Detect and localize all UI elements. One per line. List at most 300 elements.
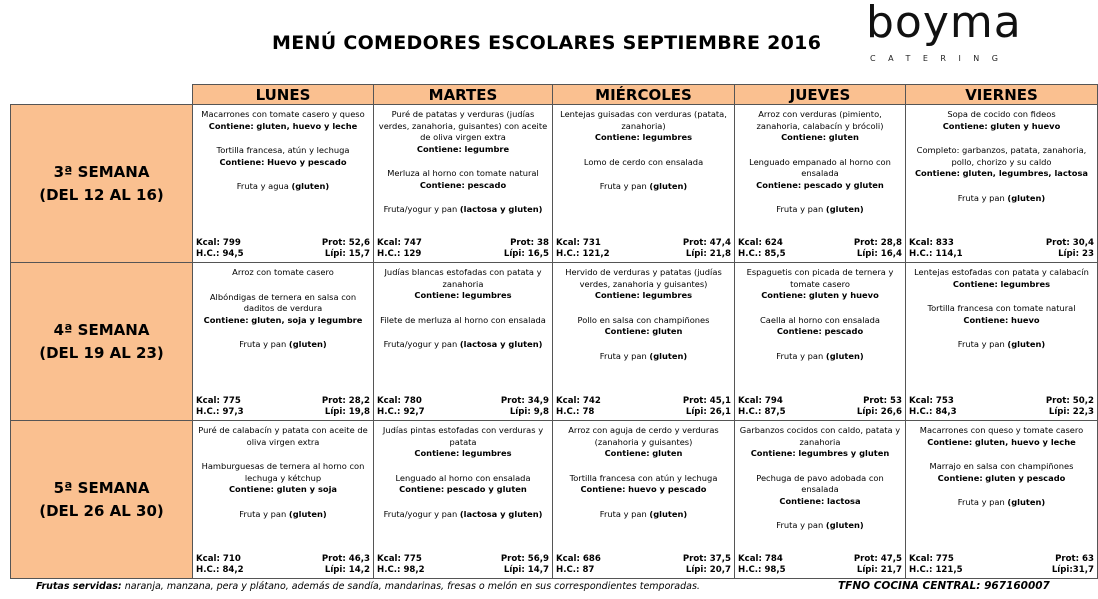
dish-block (556, 157, 731, 169)
allergen-line (196, 484, 370, 496)
nutrition-prot: Prot: 28,2 (321, 396, 370, 406)
allergen-list: legumbres (642, 290, 693, 300)
menu-cell (735, 263, 906, 421)
dessert-text: Fruta y pan (776, 350, 824, 361)
dessert-line (958, 193, 1045, 203)
allergen-label: Contiene: (416, 143, 462, 154)
nutrition-row (738, 407, 902, 418)
allergen-label: Contiene: (419, 179, 465, 190)
dish-name: Lomo de cerdo con ensalada (583, 156, 704, 167)
dish-block (196, 109, 370, 132)
dish-block (556, 473, 731, 496)
nutrition-row (909, 249, 1094, 260)
allergen-line (909, 473, 1094, 485)
dessert-allergen: (gluten) (288, 508, 327, 519)
allergen-line (556, 132, 731, 144)
dessert-text: Fruta y pan (957, 192, 1005, 203)
allergen-label: Contiene: (942, 120, 988, 131)
nutrition-row (556, 396, 731, 407)
dessert-allergen: (lactosa y gluten) (459, 204, 543, 214)
nutrition-hc: H.C.: 78 (556, 407, 595, 417)
dish-name: Arroz con verduras (pimiento, zanahoria, calabacín y brócoli) (756, 109, 884, 131)
allergen-label: Contiene: (781, 132, 827, 142)
dish-name: Tortilla francesa con tomate natural (927, 303, 1076, 313)
dessert-allergen: (gluten) (649, 350, 688, 361)
dish-block (909, 109, 1094, 132)
dish-block (196, 339, 370, 351)
week-label (11, 105, 193, 263)
nutrition-row (196, 249, 370, 260)
nutrition-kcal: Kcal: 686 (556, 554, 601, 564)
nutrition-row (196, 565, 370, 576)
dish-block (738, 520, 902, 532)
nutrition-prot: Prot: 47,5 (853, 554, 902, 564)
nutrition-lipi: Lípi: 20,7 (685, 565, 731, 575)
nutrition-row (196, 396, 370, 407)
dish-list (553, 421, 734, 520)
dessert-line (776, 520, 863, 530)
dish-block (377, 204, 549, 216)
dish-block (377, 168, 549, 191)
dessert-text: Fruta y pan (599, 350, 647, 361)
allergen-list: legumbres (462, 448, 512, 458)
nutrition-info (738, 396, 902, 418)
dessert-text: Fruta y pan (776, 520, 824, 530)
nutrition-kcal: Kcal: 780 (377, 396, 422, 406)
dish-block (556, 351, 731, 363)
allergen-label: Contiene: (604, 448, 650, 458)
menu-cell (193, 105, 374, 263)
week-label (11, 263, 193, 421)
dish-name: Pechuga de pavo adobada con ensalada (756, 472, 884, 494)
dessert-line (600, 181, 687, 191)
allergen-list: gluten (828, 132, 859, 142)
nutrition-prot: Prot: 53 (863, 396, 902, 406)
day-header-viernes: VIERNES (906, 85, 1098, 105)
dish-list (906, 105, 1097, 204)
nutrition-info (738, 554, 902, 576)
dessert-text: Fruta y agua (236, 181, 289, 191)
nutrition-hc: H.C.: 87,5 (738, 407, 786, 417)
dish-list (553, 105, 734, 193)
dessert-line (239, 339, 326, 349)
dish-name: Judías pintas estofadas con verduras y patata (382, 425, 544, 447)
menu-cell (906, 105, 1098, 263)
dessert-text: Fruta y pan (776, 204, 824, 214)
dish-name: Lenguado empanado al horno con ensalada (749, 156, 891, 178)
dessert-text: Fruta y pan (239, 339, 287, 349)
logo-subtitle: CATERING (870, 54, 1011, 63)
nutrition-kcal: Kcal: 731 (556, 238, 601, 248)
fruits-footnote (36, 581, 700, 592)
allergen-label: Contiene: (937, 472, 983, 483)
allergen-list: legumbres (642, 132, 693, 142)
nutrition-hc: H.C.: 85,5 (738, 249, 786, 259)
dish-list (193, 105, 373, 193)
dish-name: Hervido de verduras y patatas (judías verdes, zanahoria y guisantes) (565, 267, 722, 289)
nutrition-hc: H.C.: 121,5 (909, 565, 963, 575)
dessert-text: Fruta/yogur y pan (383, 508, 458, 519)
nutrition-row (377, 396, 549, 407)
menu-cell (374, 105, 553, 263)
dish-block (909, 461, 1094, 484)
fruits-text: naranja, manzana, pera y plátano, además de sandía, mandarinas, fresas o melón en sus correspondientes temporadas. (121, 581, 700, 592)
allergen-line (909, 437, 1094, 449)
dish-block (556, 315, 731, 338)
allergen-line (909, 279, 1094, 291)
dish-block (377, 509, 549, 521)
allergen-line (556, 326, 731, 338)
dish-block (738, 204, 902, 216)
nutrition-row (556, 565, 731, 576)
allergen-list: gluten, soja y legumbre (251, 314, 363, 325)
dish-block (738, 109, 902, 144)
allergen-line (556, 448, 731, 460)
nutrition-lipi: Lípi:31,7 (1051, 565, 1094, 575)
nutrition-prot: Prot: 30,4 (1045, 238, 1094, 248)
nutrition-row (377, 565, 549, 576)
dish-list (735, 421, 905, 532)
nutrition-info (556, 554, 731, 576)
dish-block (556, 425, 731, 460)
nutrition-kcal: Kcal: 794 (738, 396, 783, 406)
dish-block (738, 473, 902, 508)
menu-cell (906, 263, 1098, 421)
dessert-allergen: (lactosa y gluten) (459, 339, 543, 349)
allergen-label: Contiene: (927, 436, 973, 447)
nutrition-row (909, 396, 1094, 407)
allergen-list: gluten y soja (276, 484, 338, 494)
dessert-allergen: (lactosa y gluten) (459, 508, 543, 519)
dish-list (735, 263, 905, 362)
nutrition-info (556, 238, 731, 260)
dish-block (196, 181, 370, 193)
nutrition-lipi: Lípi: 26,1 (685, 407, 731, 417)
dessert-line (776, 204, 863, 214)
nutrition-prot: Prot: 56,9 (500, 554, 549, 564)
dessert-allergen: (gluten) (825, 204, 864, 214)
nutrition-info (196, 554, 370, 576)
dish-list (374, 421, 552, 520)
dessert-allergen: (gluten) (1007, 497, 1046, 507)
week-label (11, 421, 193, 579)
week-number: 3ª SEMANA (53, 162, 150, 181)
day-header-martes: MARTES (374, 85, 553, 105)
nutrition-hc: H.C.: 94,5 (196, 249, 244, 259)
dish-block (738, 351, 902, 363)
dish-name: Filete de merluza al horno con ensalada (380, 314, 546, 325)
dish-block (377, 425, 549, 460)
page-title: MENÚ COMEDORES ESCOLARES SEPTIEMBRE 2016 (272, 32, 822, 54)
nutrition-lipi: Lípi: 9,8 (509, 407, 549, 417)
dish-list (553, 263, 734, 362)
dish-name: Arroz con aguja de cerdo y verduras (zanahoria y guisantes) (568, 425, 719, 447)
nutrition-info (196, 238, 370, 260)
allergen-list: Huevo y pescado (267, 156, 347, 167)
dessert-line (776, 351, 863, 361)
nutrition-info (738, 238, 902, 260)
nutrition-hc: H.C.: 121,2 (556, 249, 610, 259)
nutrition-row (377, 249, 549, 260)
allergen-list: pescado y gluten (803, 179, 884, 190)
menu-cell (553, 421, 735, 579)
allergen-list: pescado y gluten (446, 484, 527, 494)
dish-name: Lentejas guisadas con verduras (patata, zanahoria) (560, 109, 727, 131)
company-logo (866, 0, 1046, 66)
menu-cell (906, 421, 1098, 579)
nutrition-row (556, 238, 731, 249)
nutrition-lipi: Lípi: 21,8 (685, 249, 731, 259)
nutrition-row (556, 554, 731, 565)
nutrition-lipi: Lípi: 26,6 (856, 407, 902, 417)
allergen-line (738, 326, 902, 338)
allergen-list: legumbres y gluten (798, 448, 890, 458)
nutrition-prot: Prot: 34,9 (500, 396, 549, 406)
allergen-label: Contiene: (399, 484, 445, 494)
dish-name: Lenguado al horno con ensalada (395, 472, 531, 483)
dish-name: Tortilla francesa con atún y lechuga (569, 472, 718, 483)
menu-cell (374, 263, 553, 421)
dish-block (556, 267, 731, 302)
menu-cell (193, 421, 374, 579)
dish-list (906, 263, 1097, 351)
nutrition-kcal: Kcal: 775 (196, 396, 241, 406)
nutrition-prot: Prot: 47,4 (682, 238, 731, 248)
dish-name: Merluza al horno con tomate natural (387, 168, 539, 178)
allergen-list: gluten, huevo y leche (256, 120, 358, 131)
allergen-label: Contiene: (414, 448, 460, 458)
dish-block (556, 509, 731, 521)
dessert-allergen: (gluten) (825, 350, 864, 361)
nutrition-kcal: Kcal: 784 (738, 554, 783, 564)
menu-cell (735, 105, 906, 263)
nutrition-kcal: Kcal: 775 (909, 554, 954, 564)
allergen-line (377, 290, 549, 302)
allergen-label: Contiene: (594, 290, 640, 300)
nutrition-lipi: Lípi: 16,4 (856, 249, 902, 259)
dish-name: Espaguetis con picada de ternera y tomate casero (746, 267, 894, 289)
nutrition-kcal: Kcal: 753 (909, 396, 954, 406)
allergen-label: Contiene: (208, 120, 254, 131)
nutrition-prot: Prot: 46,3 (321, 554, 370, 564)
dish-block (196, 461, 370, 496)
allergen-list: huevo y pescado (628, 484, 707, 494)
nutrition-row (909, 554, 1094, 565)
dish-name: Sopa de cocido con fideos (947, 109, 1056, 119)
allergen-list: gluten, legumbres, lactosa (962, 168, 1089, 178)
dessert-line (958, 339, 1045, 349)
nutrition-prot: Prot: 63 (1055, 554, 1094, 564)
dish-name: Lentejas estofadas con patata y calabacín (914, 267, 1089, 277)
allergen-label: Contiene: (952, 278, 998, 289)
nutrition-kcal: Kcal: 747 (377, 238, 422, 248)
nutrition-row (556, 407, 731, 418)
nutrition-row (377, 554, 549, 565)
dessert-text: Fruta/yogur y pan (383, 339, 458, 349)
nutrition-prot: Prot: 45,1 (682, 396, 731, 406)
nutrition-lipi: Lípi: 14,7 (503, 565, 549, 575)
allergen-list: pescado (824, 326, 864, 336)
dish-block (909, 339, 1094, 351)
nutrition-row (738, 238, 902, 249)
allergen-label: Contiene: (219, 156, 265, 167)
nutrition-row (909, 407, 1094, 418)
nutrition-hc: H.C.: 129 (377, 249, 422, 259)
dish-block (909, 425, 1094, 448)
allergen-label: Contiene: (594, 132, 640, 142)
nutrition-hc: H.C.: 97,3 (196, 407, 244, 417)
allergen-line (196, 121, 370, 133)
fruits-label: Frutas servidas: (36, 581, 122, 592)
kitchen-phone: TFNO COCINA CENTRAL: 967160007 (838, 580, 1050, 592)
dish-block (196, 425, 370, 448)
allergen-list: gluten y huevo (990, 120, 1061, 131)
nutrition-row (377, 238, 549, 249)
nutrition-kcal: Kcal: 742 (556, 396, 601, 406)
allergen-line (377, 180, 549, 192)
dessert-allergen: (gluten) (649, 181, 688, 191)
allergen-line (556, 290, 731, 302)
allergen-list: gluten y huevo (808, 290, 879, 300)
dish-block (738, 157, 902, 192)
dish-block (377, 315, 549, 327)
menu-cell (193, 263, 374, 421)
week-row (11, 421, 1098, 579)
dish-block (377, 267, 549, 302)
nutrition-row (738, 249, 902, 260)
nutrition-row (196, 407, 370, 418)
dish-name: Judías blancas estofadas con patata y zanahoria (384, 267, 542, 289)
dish-block (909, 303, 1094, 326)
dessert-text: Fruta/yogur y pan (383, 204, 458, 214)
allergen-line (196, 315, 370, 327)
nutrition-kcal: Kcal: 624 (738, 238, 783, 248)
dish-name: Marrajo en salsa con champiñones (929, 461, 1074, 471)
nutrition-hc: H.C.: 87 (556, 565, 595, 575)
dish-list (374, 263, 552, 351)
week-number: 4ª SEMANA (53, 320, 150, 339)
allergen-line (738, 180, 902, 192)
nutrition-kcal: Kcal: 833 (909, 238, 954, 248)
week-range: (DEL 19 AL 23) (39, 343, 164, 362)
nutrition-kcal: Kcal: 799 (196, 238, 241, 248)
nutrition-prot: Prot: 52,6 (321, 238, 370, 248)
dessert-line (239, 509, 326, 519)
nutrition-info (196, 396, 370, 418)
dish-block (738, 425, 902, 460)
dish-name: Macarrones con tomate casero y queso (201, 109, 365, 119)
menu-cell (735, 421, 906, 579)
week-row (11, 263, 1098, 421)
allergen-list: huevo (1011, 314, 1040, 325)
dessert-allergen: (gluten) (291, 181, 330, 191)
allergen-list: gluten y pescado (985, 472, 1066, 483)
nutrition-row (377, 407, 549, 418)
dish-list (735, 105, 905, 216)
allergen-line (377, 448, 549, 460)
allergen-line (909, 121, 1094, 133)
dish-name: Hamburguesas de ternera al horno con lechuga y kétchup (201, 461, 365, 483)
allergen-label: Contiene: (580, 484, 626, 494)
day-header-lunes: LUNES (193, 85, 374, 105)
allergen-line (909, 168, 1094, 180)
nutrition-hc: H.C.: 98,2 (377, 565, 425, 575)
allergen-line (196, 157, 370, 169)
dish-name: Completo: garbanzos, patata, zanahoria, pollo, chorizo y su caldo (916, 145, 1087, 167)
dessert-allergen: (gluten) (288, 339, 327, 349)
nutrition-info (909, 238, 1094, 260)
allergen-line (909, 315, 1094, 327)
allergen-list: lactosa (827, 495, 861, 506)
dish-block (556, 109, 731, 144)
allergen-label: Contiene: (414, 290, 460, 300)
dish-name: Tortilla francesa, atún y lechuga (216, 145, 350, 155)
nutrition-info (377, 554, 549, 576)
dish-block (909, 497, 1094, 509)
nutrition-info (556, 396, 731, 418)
week-range: (DEL 12 AL 16) (39, 185, 164, 204)
dish-list (193, 263, 373, 351)
dessert-line (384, 509, 543, 519)
allergen-list: gluten (652, 326, 683, 336)
week-range: (DEL 26 AL 30) (39, 501, 164, 520)
allergen-label: Contiene: (914, 168, 960, 178)
dish-name: Pollo en salsa con champiñones (577, 314, 710, 325)
allergen-line (738, 290, 902, 302)
dessert-text: Fruta y pan (599, 181, 647, 191)
menu-cell (553, 105, 735, 263)
dish-block (738, 267, 902, 302)
dish-list (193, 421, 373, 520)
nutrition-row (196, 238, 370, 249)
dish-block (196, 145, 370, 168)
allergen-line (377, 484, 549, 496)
nutrition-row (556, 249, 731, 260)
nutrition-hc: H.C.: 84,2 (196, 565, 244, 575)
nutrition-lipi: Lípi: 15,7 (324, 249, 370, 259)
dish-block (909, 145, 1094, 180)
dish-block (377, 473, 549, 496)
nutrition-row (738, 396, 902, 407)
nutrition-lipi: Lípi: 22,3 (1048, 407, 1094, 417)
nutrition-info (909, 554, 1094, 576)
allergen-list: legumbres (1000, 278, 1051, 289)
allergen-line (738, 132, 902, 144)
dish-block (377, 339, 549, 351)
nutrition-kcal: Kcal: 775 (377, 554, 422, 564)
dish-block (196, 509, 370, 521)
allergen-list: gluten, huevo y leche (974, 436, 1076, 447)
dessert-line (237, 181, 329, 191)
nutrition-prot: Prot: 38 (510, 238, 549, 248)
nutrition-info (377, 396, 549, 418)
nutrition-prot: Prot: 37,5 (682, 554, 731, 564)
nutrition-row (196, 554, 370, 565)
dish-name: Arroz con tomate casero (232, 267, 334, 277)
allergen-label: Contiene: (203, 314, 249, 325)
menu-table (10, 84, 1098, 579)
dish-block (196, 292, 370, 327)
dessert-text: Fruta y pan (599, 508, 647, 519)
nutrition-prot: Prot: 28,8 (853, 238, 902, 248)
allergen-label: Contiene: (228, 484, 274, 494)
dessert-allergen: (gluten) (825, 520, 864, 530)
dish-name: Puré de patatas y verduras (judías verdes, zanahoria, guisantes) con aceite de oliva virgen extra (378, 109, 548, 142)
nutrition-hc: H.C.: 92,7 (377, 407, 425, 417)
allergen-label: Contiene: (963, 314, 1009, 325)
dessert-allergen: (gluten) (1007, 192, 1046, 203)
day-header-jueves: JUEVES (735, 85, 906, 105)
